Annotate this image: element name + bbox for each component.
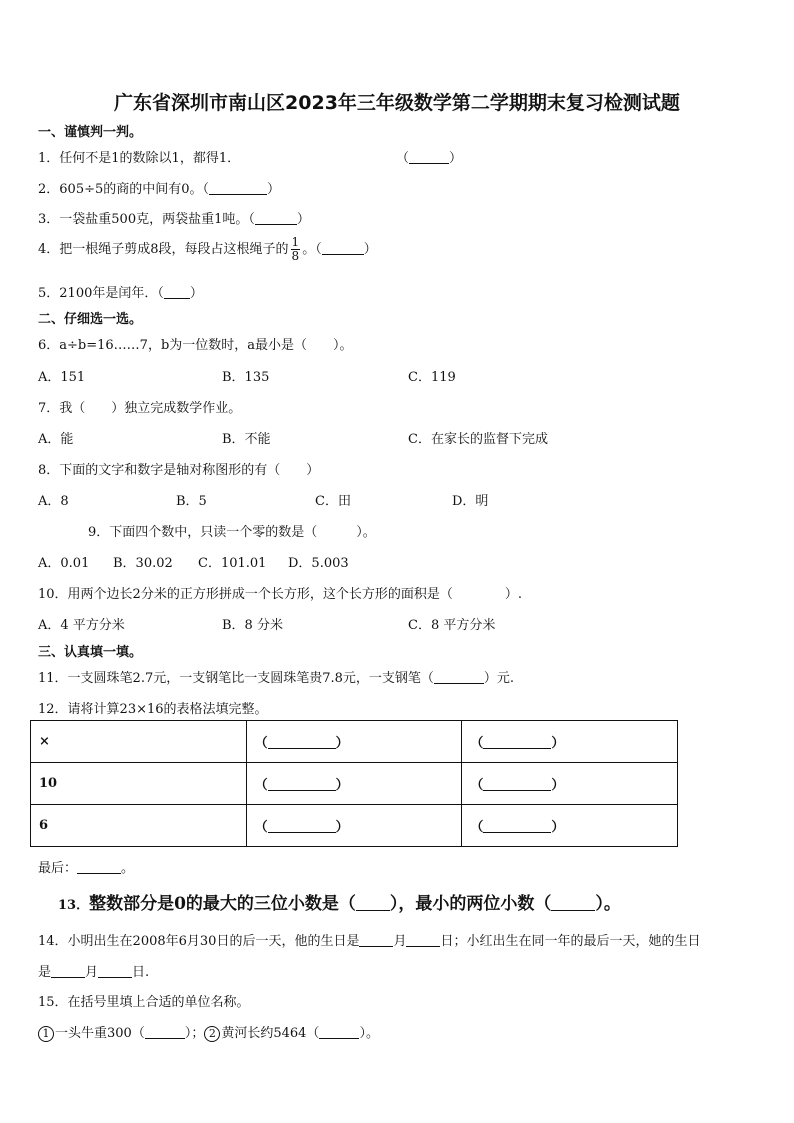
question-9-text: 9．下面四个数中，只读一个零的数是（ ）。 bbox=[88, 525, 376, 540]
question-8-option-c[interactable]: C．田 bbox=[315, 494, 351, 509]
question-7-option-b[interactable]: B．不能 bbox=[222, 432, 271, 447]
question-15-answer-1[interactable] bbox=[145, 1026, 185, 1039]
question-4-answer[interactable] bbox=[322, 242, 364, 255]
question-15-answer-2[interactable] bbox=[319, 1026, 359, 1039]
question-1-text: 1．任何不是1的数除以1，都得1． bbox=[38, 151, 241, 166]
question-10-option-b[interactable]: B．8 分米 bbox=[222, 618, 283, 633]
question-15-item-1: 一头牛重300（ bbox=[55, 1026, 145, 1041]
question-12-final-answer[interactable] bbox=[77, 861, 121, 874]
question-11-text: 11．一支圆珠笔2.7元，一支钢笔比一支圆珠笔贵7.8元，一支钢笔（ bbox=[38, 671, 434, 686]
question-5: 5．2100年是闰年．（ ） bbox=[38, 286, 203, 301]
question-4: 4．把一根绳子剪成8段，每段占这根绳子的 $\frac{1}{8}$ 。（ ） bbox=[38, 235, 377, 263]
question-13-number: 13． bbox=[58, 898, 90, 913]
table-row bbox=[31, 763, 678, 805]
question-3-answer[interactable] bbox=[255, 212, 297, 225]
question-13-answer-2[interactable] bbox=[551, 895, 595, 911]
section-heading-1: 一、谨慎判一判。 bbox=[38, 125, 143, 140]
question-7-option-c[interactable]: C．在家长的监督下完成 bbox=[408, 432, 548, 447]
question-2-answer[interactable] bbox=[209, 182, 267, 195]
question-3-text: 3．一袋盐重500克，两袋盐重1吨。（ bbox=[38, 212, 255, 227]
question-14-line-2: 是 月 日. bbox=[38, 965, 150, 980]
multiplication-grid-table bbox=[30, 720, 678, 847]
question-5-answer[interactable] bbox=[164, 286, 190, 299]
question-14-answer-month-1[interactable] bbox=[359, 934, 393, 947]
question-12-final-label: 最后： bbox=[38, 861, 78, 876]
table-cell-blank[interactable]: （ ） bbox=[246, 763, 462, 805]
table-row-label: × bbox=[31, 721, 247, 763]
question-10-option-a[interactable]: A．4 平方分米 bbox=[38, 618, 125, 633]
question-3: 3．一袋盐重500克，两袋盐重1吨。（ ） bbox=[38, 212, 310, 227]
circled-number-2: 2 bbox=[204, 1026, 220, 1042]
question-9-option-d[interactable]: D．5.003 bbox=[288, 556, 349, 571]
question-14-text: 14．小明出生在2008年6月30日的后一天，他的生日是 bbox=[38, 934, 360, 949]
question-1 bbox=[38, 147, 463, 166]
question-13-text: 整数部分是0的最大的三位小数是（ bbox=[89, 894, 356, 914]
table-row-label: 10 bbox=[31, 763, 247, 805]
question-9-option-a[interactable]: A．0.01 bbox=[38, 556, 90, 571]
question-6-text: 6．a÷b=16……7，b为一位数时，a最小是（ ）。 bbox=[38, 338, 353, 353]
question-13-answer-1[interactable] bbox=[356, 895, 390, 911]
page-title: 广东省深圳市南山区2023年三年级数学第二学期期末复习检测试题 bbox=[114, 92, 680, 114]
question-8-text: 8．下面的文字和数字是轴对称图形的有（ ） bbox=[38, 463, 320, 478]
table-cell-blank[interactable]: （ ） bbox=[462, 805, 678, 847]
question-12-final: 最后： 。 bbox=[38, 861, 135, 876]
question-12-text: 12．请将计算23×16的表格法填完整。 bbox=[38, 702, 268, 717]
section-heading-2: 二、仔细选一选。 bbox=[38, 312, 143, 327]
question-9-option-c[interactable]: C．101.01 bbox=[198, 556, 267, 571]
question-1-answer[interactable]: （ ） bbox=[396, 151, 463, 166]
question-6-option-a[interactable]: A．151 bbox=[38, 370, 86, 385]
question-15-items: 1 一头牛重300（ ）； 2 黄河长约5464（ ）。 bbox=[38, 1022, 379, 1042]
question-15-item-2: 黄河长约5464（ bbox=[221, 1026, 320, 1041]
question-6-option-c[interactable]: C．119 bbox=[408, 370, 456, 385]
question-13: 13．整数部分是0的最大的三位小数是（ ），最小的两位小数（ ）。 bbox=[58, 894, 621, 914]
question-10-text: 10．用两个边长2分米的正方形拼成一个长方形，这个长方形的面积是（ ）. bbox=[38, 587, 522, 602]
table-row-label: 6 bbox=[31, 805, 247, 847]
question-2-text: 2．605÷5的商的中间有0。（ bbox=[38, 182, 210, 197]
question-7-option-a[interactable]: A．能 bbox=[38, 432, 74, 447]
question-10-option-c[interactable]: C．8 平方分米 bbox=[408, 618, 496, 633]
question-8-option-a[interactable]: A．8 bbox=[38, 494, 69, 509]
question-15-text: 15．在括号里填上合适的单位名称。 bbox=[38, 995, 250, 1010]
table-cell-blank[interactable]: （ ） bbox=[246, 721, 462, 763]
circled-number-1: 1 bbox=[38, 1026, 54, 1042]
question-6-option-b[interactable]: B．135 bbox=[222, 370, 270, 385]
question-11-answer[interactable] bbox=[434, 671, 484, 684]
table-row bbox=[31, 805, 678, 847]
question-8-option-d[interactable]: D．明 bbox=[452, 494, 489, 509]
question-5-text: 5．2100年是闰年．（ bbox=[38, 286, 164, 301]
table-cell-blank[interactable]: （ ） bbox=[462, 763, 678, 805]
question-14-line-1: 14．小明出生在2008年6月30日的后一天，他的生日是 月 日；小红出生在同一年的最后一天，她的生日 bbox=[38, 934, 701, 949]
question-2: 2．605÷5的商的中间有0。（ ） bbox=[38, 182, 281, 197]
question-14-answer-month-2[interactable] bbox=[51, 965, 85, 978]
question-14-answer-day-1[interactable] bbox=[406, 934, 440, 947]
question-14-answer-day-2[interactable] bbox=[98, 965, 132, 978]
fraction-one-eighth: $\frac{1}{8}$ bbox=[291, 235, 300, 263]
table-cell-blank[interactable]: （ ） bbox=[246, 805, 462, 847]
question-8-option-b[interactable]: B．5 bbox=[176, 494, 207, 509]
question-11: 11．一支圆珠笔2.7元，一支钢笔比一支圆珠笔贵7.8元，一支钢笔（ ）元. bbox=[38, 671, 515, 686]
section-heading-3: 三、认真填一填。 bbox=[38, 645, 143, 660]
question-4-text: 4．把一根绳子剪成8段，每段占这根绳子的 bbox=[38, 242, 289, 257]
question-9-option-b[interactable]: B．30.02 bbox=[113, 556, 173, 571]
table-row bbox=[31, 721, 678, 763]
table-cell-blank[interactable]: （ ） bbox=[462, 721, 678, 763]
question-7-text: 7．我（ ）独立完成数学作业。 bbox=[38, 401, 242, 416]
